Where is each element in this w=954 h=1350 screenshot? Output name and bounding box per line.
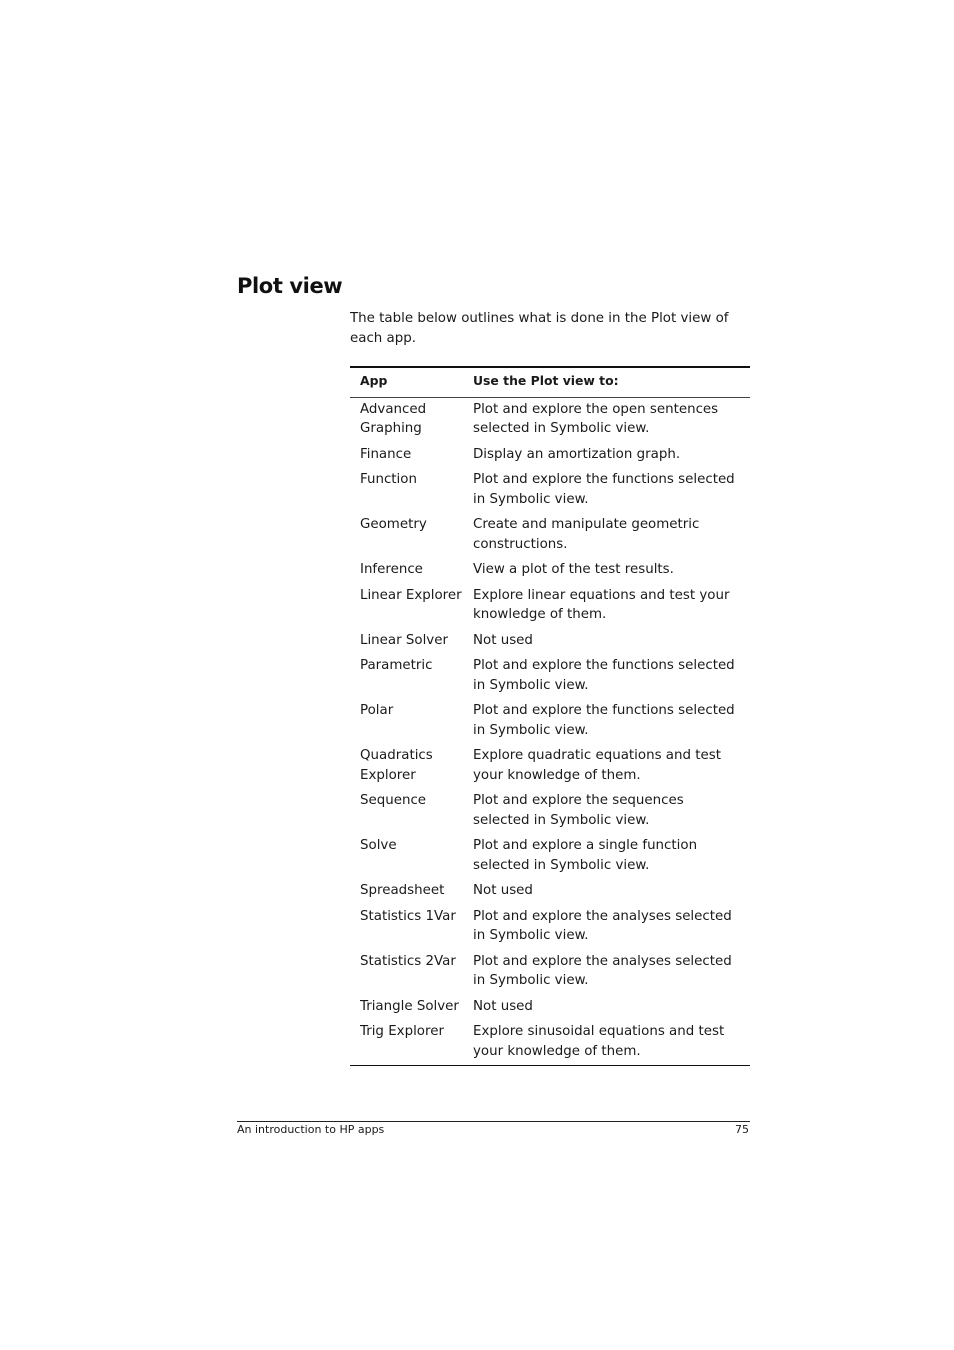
cell-use: Plot and explore the functions selected in Symbolic view.	[473, 658, 735, 693]
plot-view-table-container	[350, 366, 750, 1066]
table-row	[350, 397, 750, 445]
cell-use: Plot and explore the functions selected in Symbolic view.	[473, 472, 735, 507]
cell-use: Plot and explore the analyses selected in Symbolic view.	[473, 953, 732, 988]
cell-use: Plot and explore the analyses selected in Symbolic view.	[473, 908, 732, 943]
cell-app: Inference	[360, 562, 423, 577]
table-row	[350, 701, 750, 746]
plot-view-table	[350, 368, 750, 1065]
table-row	[350, 470, 750, 515]
cell-use: Plot and explore the open sentences selected in Symbolic view.	[473, 401, 719, 436]
cell-app: Finance	[360, 446, 412, 462]
intro-paragraph: The table below outlines what is done in the Plot view of each app.	[350, 311, 729, 346]
cell-use: Plot and explore the sequences selected in Symbolic view.	[473, 793, 684, 828]
cell-use: Not used	[473, 632, 533, 648]
table-body	[350, 397, 750, 1065]
footer-title: An introduction to HP apps	[237, 1123, 385, 1136]
table-row	[350, 560, 750, 586]
cell-app: Statistics 2Var	[360, 953, 456, 969]
table-header-row	[350, 368, 750, 397]
cell-use: Plot and explore the functions selected in Symbolic view.	[473, 703, 735, 738]
header-app: App	[350, 368, 473, 397]
cell-app: Linear Explorer	[360, 587, 462, 603]
table-row	[350, 836, 750, 881]
cell-use: Explore quadratic equations and test your knowledge of them.	[473, 748, 721, 783]
cell-use: Explore sinusoidal equations and test your knowledge of them.	[473, 1024, 725, 1059]
table-row	[350, 445, 750, 471]
footer-divider	[237, 1121, 750, 1122]
cell-use: Create and manipulate geometric constructions.	[473, 517, 700, 552]
page-heading: Plot view	[237, 274, 343, 298]
header-use: Use the Plot view to:	[473, 368, 750, 397]
cell-use: Plot and explore a single function selected in Symbolic view.	[473, 838, 698, 873]
cell-app: Statistics 1Var	[360, 908, 456, 924]
table-row	[350, 791, 750, 836]
cell-app: Sequence	[360, 793, 427, 808]
table-row	[350, 997, 750, 1023]
cell-app: Spreadsheet	[360, 883, 445, 898]
cell-app: Advanced Graphing	[360, 401, 427, 436]
cell-app: Quadratics Explorer	[360, 748, 433, 783]
cell-use: Explore linear equations and test your knowledge of them.	[473, 587, 730, 622]
table-row	[350, 631, 750, 657]
cell-app: Function	[360, 472, 417, 487]
table-row	[350, 1022, 750, 1065]
cell-app: Triangle Solver	[360, 998, 459, 1014]
cell-use: Display an amortization graph.	[473, 446, 681, 462]
table-row	[350, 907, 750, 952]
cell-use: Not used	[473, 998, 533, 1014]
table-row	[350, 586, 750, 631]
cell-app: Solve	[360, 838, 397, 853]
table-row	[350, 656, 750, 701]
page-number: 75	[735, 1123, 749, 1136]
cell-app: Linear Solver	[360, 632, 448, 648]
cell-use: View a plot of the test results.	[473, 562, 674, 577]
table-row	[350, 515, 750, 560]
cell-app: Parametric	[360, 658, 433, 673]
cell-app: Trig Explorer	[360, 1024, 444, 1039]
cell-app: Polar	[360, 703, 394, 718]
table-row	[350, 881, 750, 907]
cell-app: Geometry	[360, 517, 427, 532]
table-row	[350, 952, 750, 997]
table-row	[350, 746, 750, 791]
cell-use: Not used	[473, 883, 533, 898]
